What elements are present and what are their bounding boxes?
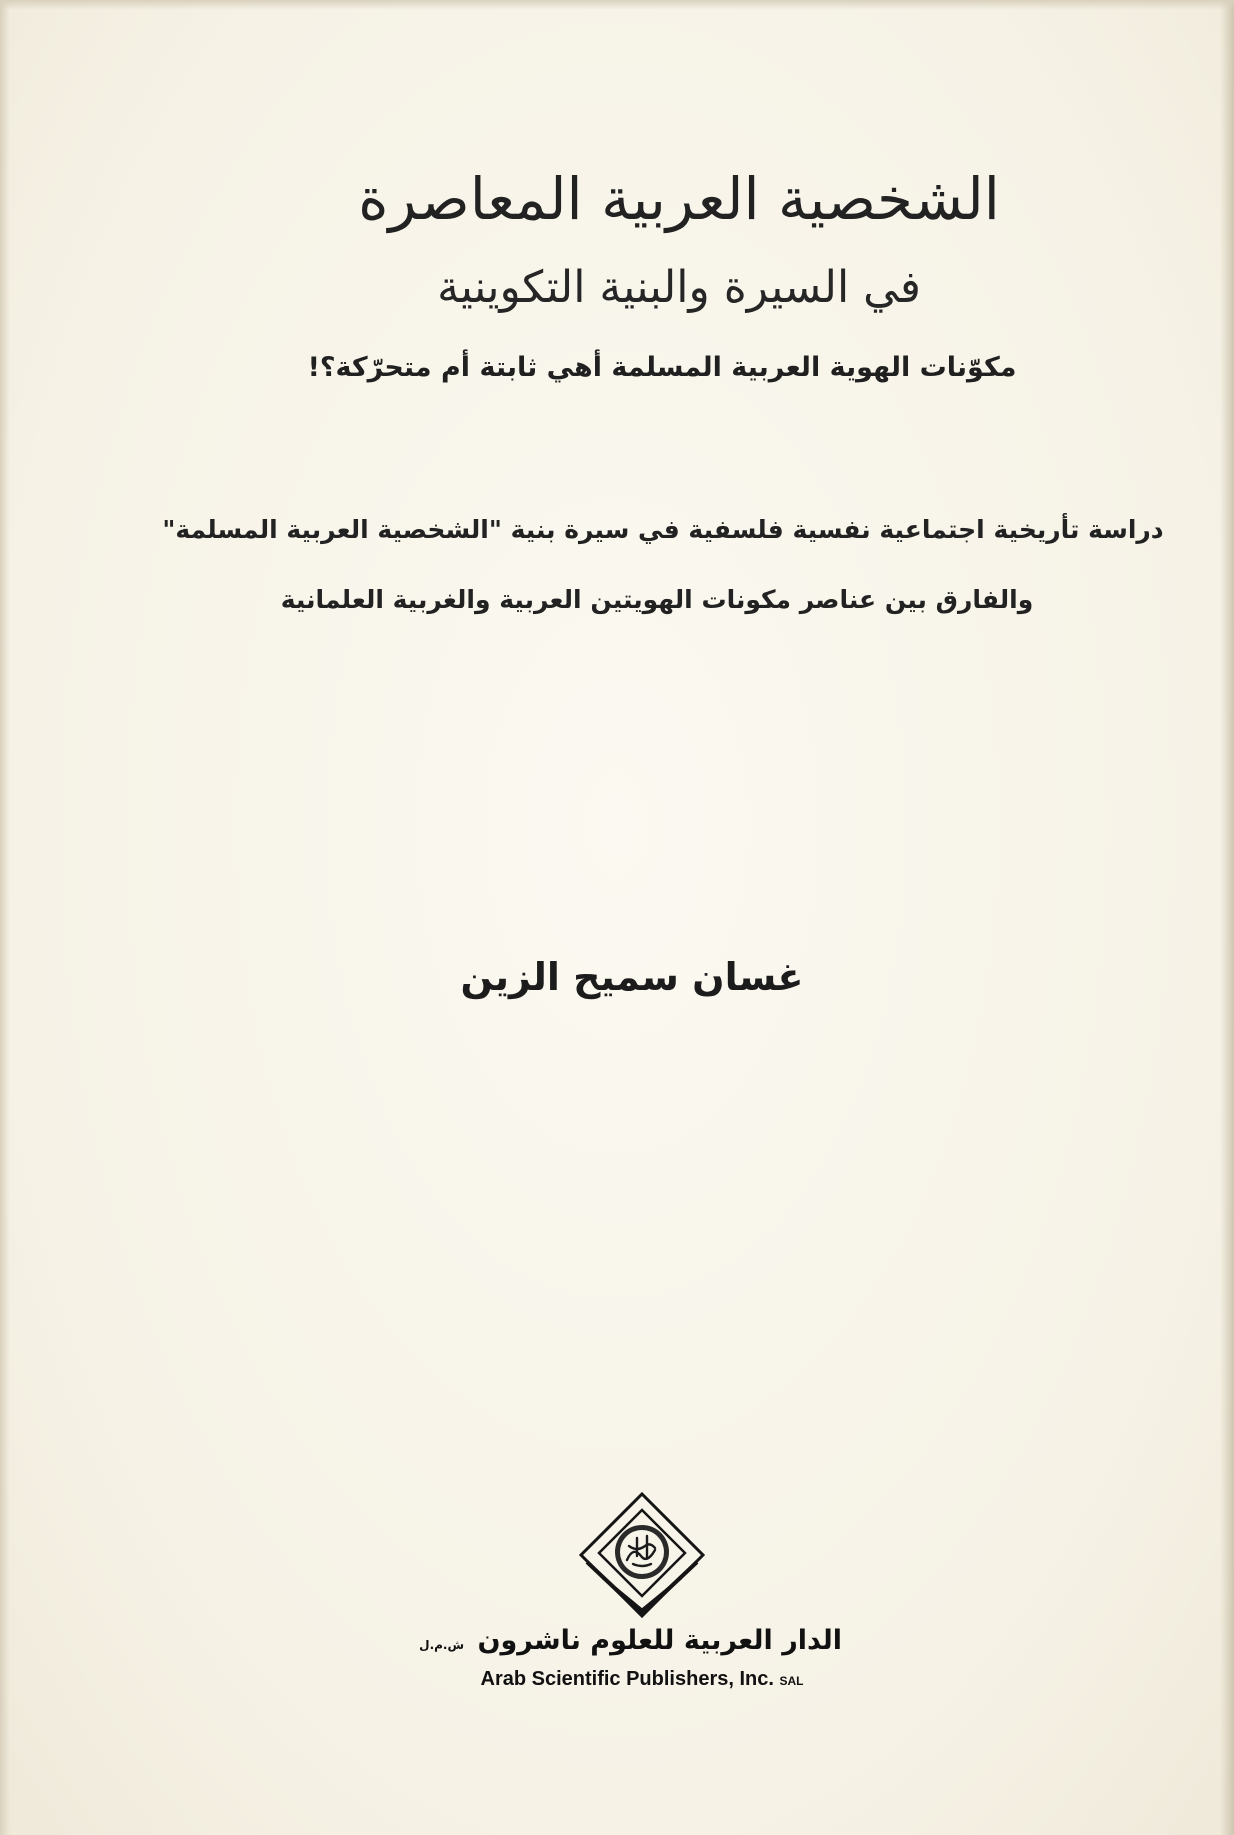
publisher-name-arabic-suffix: ش.م.ل <box>419 1638 465 1652</box>
publisher-name-english-text: Arab Scientific Publishers, Inc. <box>480 1668 774 1690</box>
publisher-name-arabic-text: الدار العربية للعلوم ناشرون <box>477 1625 842 1656</box>
publisher-name-arabic <box>419 1625 842 1656</box>
page-edge-shadow-top <box>0 0 1234 10</box>
book-description-line-1: دراسة تأريخية اجتماعية نفسية فلسفية في سيرة بنية "الشخصية العربية المسلمة" <box>162 515 1164 544</box>
publisher-emblem-icon <box>577 1490 707 1620</box>
author-name: غسان سميح الزين <box>460 955 804 999</box>
book-title: الشخصية العربية المعاصرة <box>358 165 1000 233</box>
book-tagline: مكوّنات الهوية العربية المسلمة أهي ثابتة أم متحرّكة؟! <box>307 352 1017 383</box>
book-subtitle: في السيرة والبنية التكوينية <box>437 262 921 313</box>
page-edge-shadow-left <box>0 0 10 1835</box>
book-description-line-2: والفارق بين عناصر مكونات الهويتين العربية والغربية العلمانية <box>280 585 1034 614</box>
publisher-name-english-suffix: SAL <box>779 1674 804 1688</box>
publisher-name-english <box>442 1668 842 1691</box>
